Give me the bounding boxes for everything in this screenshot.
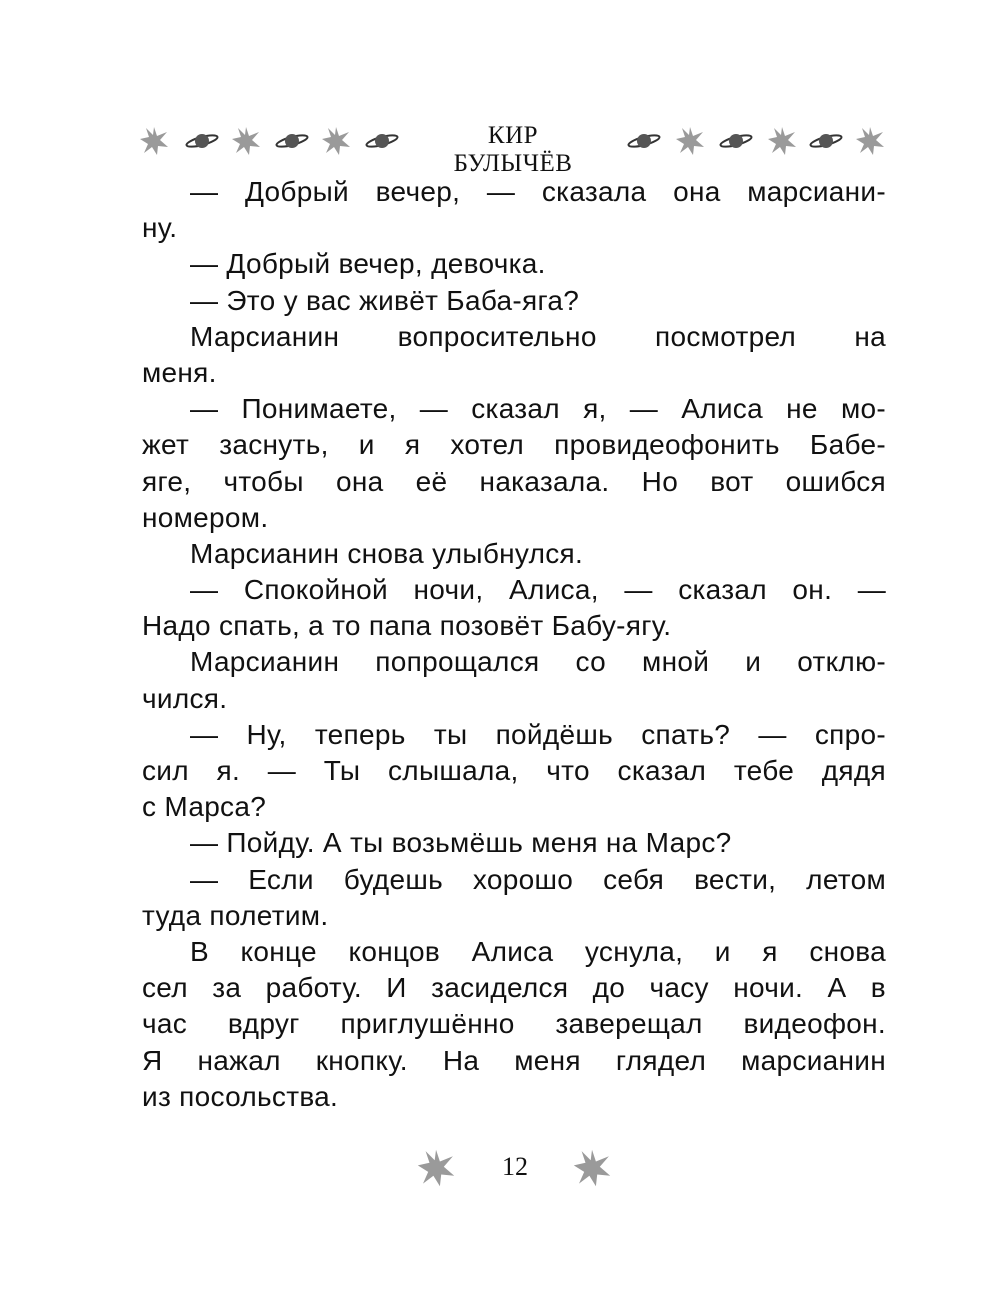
text-line: — Если будешь хорошо себя вести, летом (190, 863, 886, 895)
header-ornament-left (138, 124, 418, 158)
star-burst-icon (140, 127, 168, 155)
star-burst-icon (768, 127, 796, 155)
text-line: жет заснуть, и я хотел провидеофонить Бабе- (142, 429, 886, 461)
ringed-planet-icon (186, 133, 219, 149)
text-line: номером. (142, 501, 269, 533)
text-line: — Пойду. А ты возьмёшь меня на Марс? (190, 827, 732, 859)
text-line: Я нажал кнопку. На меня глядел марсианин (142, 1044, 886, 1076)
text-line: Марсианин вопросительно посмотрел на (190, 320, 886, 352)
text-line: — Спокойной ночи, Алиса, — сказал он. — (190, 574, 886, 606)
page-footer (0, 1146, 986, 1194)
star-burst-icon (676, 127, 704, 155)
text-line: яге, чтобы она её наказала. Но вот ошибся (142, 465, 886, 497)
page-number: 12 (502, 1152, 528, 1181)
text-line: — Это у вас живёт Баба-яга? (190, 284, 580, 316)
text-line: чился. (142, 682, 228, 714)
text-line: из посольства. (142, 1080, 339, 1112)
text-line: — Понимаете, — сказал я, — Алиса не мо- (190, 393, 886, 425)
author-name: КИР БУЛЫЧЁВ (453, 122, 573, 177)
star-burst-icon (232, 127, 260, 155)
text-line: ну. (142, 212, 178, 244)
ringed-planet-icon (810, 133, 843, 149)
ringed-planet-icon (720, 133, 753, 149)
text-line: туда полетим. (142, 899, 329, 931)
text-line: — Добрый вечер, девочка. (190, 248, 546, 280)
star-burst-icon (856, 127, 884, 155)
ringed-planet-icon (366, 133, 399, 149)
body-text (142, 174, 886, 1115)
text-line: Марсианин снова улыбнулся. (190, 537, 584, 569)
star-burst-icon (322, 127, 350, 155)
ringed-planet-icon (628, 133, 661, 149)
ringed-planet-icon (276, 133, 309, 149)
text-line: сел за работу. И засиделся до часу ночи. А в (142, 972, 886, 1004)
running-header (138, 118, 888, 177)
text-line: Марсианин попрощался со мной и отклю- (190, 646, 886, 678)
header-ornament-right (618, 124, 888, 158)
text-line: Надо спать, а то папа позовёт Бабу-ягу. (142, 610, 672, 642)
text-line: — Добрый вечер, — сказала она марсиани- (190, 176, 886, 207)
text-line: час вдруг приглушённо заверещал видеофон. (142, 1008, 886, 1040)
star-burst-icon (414, 1148, 458, 1188)
text-line: сил я. — Ты слышала, что сказал тебе дядя (142, 755, 886, 786)
text-line: — Ну, теперь ты пойдёшь спать? — спро- (190, 718, 886, 750)
text-line: В конце концов Алиса уснула, и я снова (190, 935, 886, 967)
text-line: меня. (142, 356, 217, 388)
star-burst-icon (570, 1148, 614, 1188)
text-line: с Марса? (142, 791, 267, 823)
